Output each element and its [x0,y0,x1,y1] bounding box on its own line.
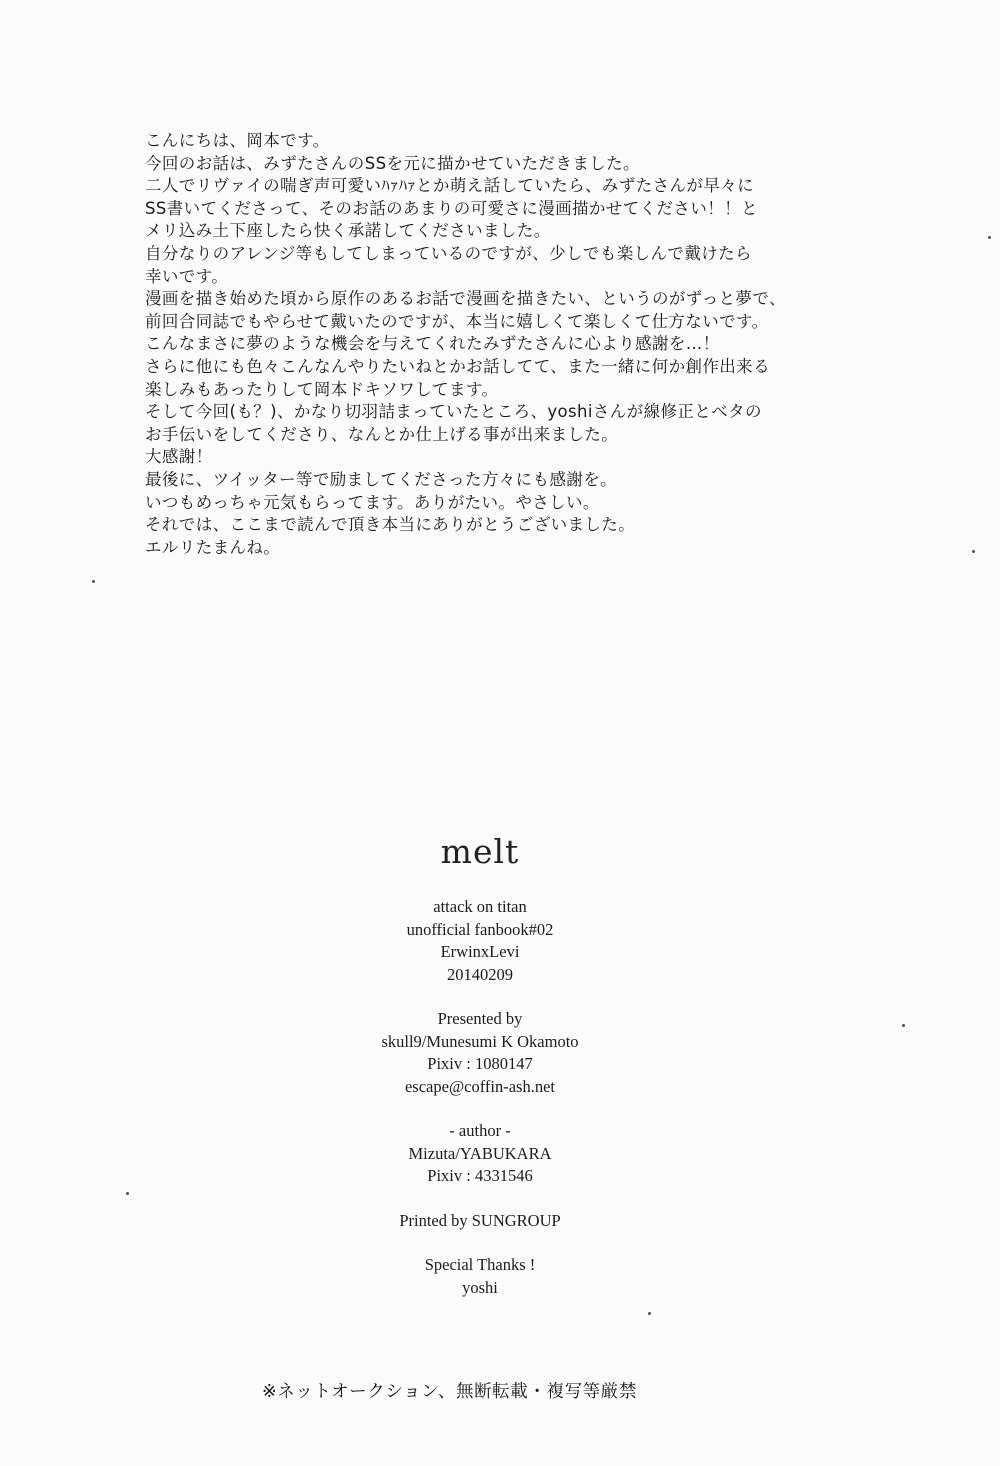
scan-speck [648,1312,651,1315]
scan-speck [902,1024,905,1027]
afterword-line: こんなまさに夢のような機会を与えてくれたみずたさんに心より感謝を…！ [145,334,720,354]
scan-speck [126,1192,129,1195]
author-heading: - author - [449,1121,511,1140]
printer-name: Printed by SUNGROUP [399,1210,561,1230]
copyright-notice: ※ネットオークション、無断転載・複写等厳禁 [262,1382,637,1402]
presenter-info [280,1008,680,1098]
author-name: Mizuta/YABUKARA [408,1143,552,1163]
afterword-line: それでは、ここまで読んで頂き本当にありがとうございました。 [145,515,636,535]
pairing-name: ErwinxLevi [440,942,520,961]
thanks-info [280,1254,680,1299]
afterword-line: 大感謝！ [145,447,213,467]
book-title: melt [440,832,520,871]
afterword-line: そして今回(も？)、かなり切羽詰まっていたところ、yoshiさんが線修正とベタの [145,402,762,422]
author-pixiv: Pixiv : 4331546 [427,1166,533,1185]
afterword-line: SS書いてくださって、そのお話のあまりの可愛さに漫画描かせてください！！と [145,198,758,218]
afterword-line: 二人でリヴァイの喘ぎ声可愛いﾊｧﾊｧとか萌え話していたら、みずたさんが早々に [145,176,755,196]
work-info [280,896,680,986]
presenter-pixiv: Pixiv : 1080147 [427,1054,533,1073]
afterword-line: エルリたまんね。 [145,537,281,557]
volume-name: unofficial fanbook#02 [406,919,554,939]
thanks-name: yoshi [462,1277,498,1297]
scan-speck [92,580,95,583]
afterword-line: 最後に、ツイッター等で励ましてくださった方々にも感謝を。 [145,469,618,489]
afterword-text [145,130,865,559]
afterword-line: 前回合同誌でもやらせて戴いたのですが、本当に嬉しくて楽しくて仕方ないです。 [145,311,769,331]
afterword-line: お手伝いをしてくださり、なんとか仕上げる事が出来ました。 [145,424,619,444]
afterword-line: さらに他にも色々こんなんやりたいねとかお話してて、また一緒に何か創作出来る [145,356,770,376]
afterword-line: 今回のお話は、みずたさんのSSを元に描かせていただきました。 [145,153,640,173]
printer-info [280,1210,680,1233]
presenter-name: skull9/Munesumi K Okamoto [381,1031,579,1051]
thanks-heading: Special Thanks ! [424,1255,536,1274]
publish-date: 20140209 [447,964,513,984]
afterword-line: こんにちは、岡本です。 [145,131,330,150]
afterword-line: 幸いです。 [145,266,229,286]
afterword-line: いつもめっちゃ元気もらってます。ありがたい。やさしい。 [145,492,600,512]
afterword-line: 漫画を描き始めた頃から原作のあるお話で漫画を描きたい、というのがずっと夢で、 [145,289,786,309]
afterword-line: メリ込み土下座したら快く承諾してくださいました。 [145,221,551,241]
presenter-email: escape@coffin-ash.net [404,1076,556,1096]
afterword-line: 楽しみもあったりして岡本ドキソワしてます。 [145,379,499,399]
scan-speck [988,236,991,239]
scan-speck [972,550,975,553]
series-name: attack on titan [433,897,527,916]
author-info [280,1120,680,1188]
afterword-line: 自分なりのアレンジ等もしてしまっているのですが、少しでも楽しんで戴けたら [145,243,752,263]
colophon [280,896,680,1299]
presenter-heading: Presented by [437,1009,523,1028]
